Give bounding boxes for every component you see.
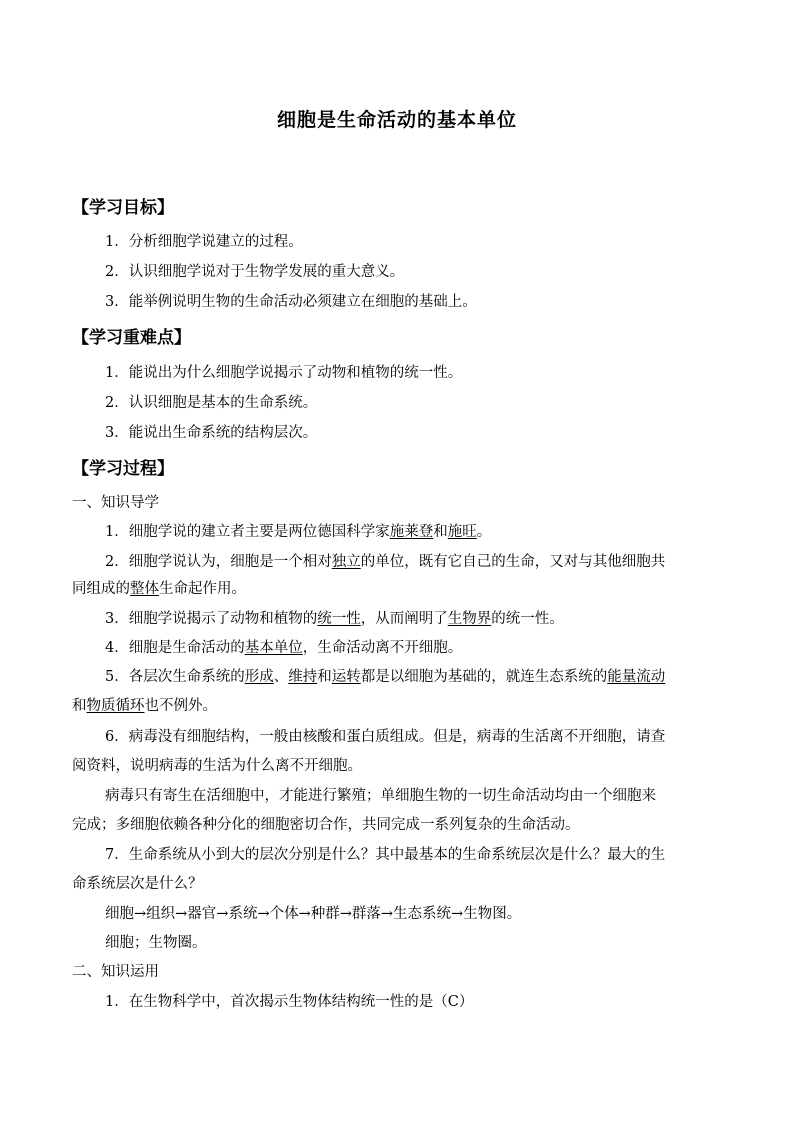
question-4: 4．细胞是生命活动的基本单位，生命活动离不开细胞。 [105,640,463,656]
question-3: 3．细胞学说揭示了动物和植物的统一性，从而阐明了生物界的统一性。 [105,611,564,627]
question-6-line-2: 阅资料，说明病毒的生活为什么离不开细胞。 [72,758,362,774]
section-knowledge-guide: 一、知识导学 [72,495,159,511]
answer-blank: 生物界 [447,611,492,627]
question-5-line-1: 5．各层次生命系统的形成、维持和运转都是以细胞为基础的，就连生态系统的能量流动 [105,669,666,685]
question-6-line-1: 6．病毒没有细胞结构，一般由核酸和蛋白质组成。但是，病毒的生活离不开细胞，请查 [105,729,666,745]
keypoint-item: 3．能说出生命系统的结构层次。 [105,425,318,441]
answer-blank: 独立 [331,554,361,570]
answer-blank: 物质循环 [86,698,145,714]
answer-blank: 维持 [288,669,318,685]
answer-blank: 施莱登 [389,524,434,540]
answer-blank: 统一性 [317,611,361,627]
answer-blank: 形成 [244,669,274,685]
question-1: 1．细胞学说的建立者主要是两位德国科学家施莱登和施旺。 [105,524,492,540]
question-5-line-2: 和物质循环也不例外。 [72,698,217,714]
section-knowledge-application: 二、知识运用 [72,964,159,980]
process-heading: 【学习过程】 [72,459,174,479]
application-question-1: 1．在生物科学中，首次揭示生物体结构统一性的是（C） [105,994,474,1010]
page-title: 细胞是生命活动的基本单位 [276,109,517,131]
goal-item: 3．能举例说明生物的生命活动必须建立在细胞的基础上。 [105,294,477,310]
question-2-line-1: 2．细胞学说认为，细胞是一个相对独立的单位，既有它自己的生命，又对与其他细胞共 [105,554,666,570]
goal-item: 2．认识细胞学说对于生物学发展的重大意义。 [105,264,405,280]
goal-item: 1．分析细胞学说建立的过程。 [105,234,303,250]
keypoint-item: 1．能说出为什么细胞学说揭示了动物和植物的统一性。 [105,365,463,381]
question-6-answer-1: 病毒只有寄生在活细胞中，才能进行繁殖；单细胞生物的一切生命活动均由一个细胞来 [105,788,656,804]
keypoints-heading: 【学习重难点】 [72,328,191,348]
question-6-answer-2: 完成；多细胞依赖各种分化的细胞密切合作，共同完成一系列复杂的生命活动。 [72,817,580,833]
answer-blank: 施旺 [447,524,477,540]
answer-blank: 运转 [331,669,361,685]
answer-blank: 整体 [130,581,159,597]
question-7-answer-2: 细胞；生物圈。 [105,935,207,951]
question-7-line-2: 命系统层次是什么？ [72,876,203,892]
question-7-answer-1: 细胞→组织→器官→系统→个体→种群→群落→生态系统→生物图。 [105,906,522,922]
question-7-line-1: 7．生命系统从小到大的层次分别是什么？其中最基本的生命系统层次是什么？最大的生 [105,847,666,863]
answer-blank: 能量流动 [607,669,666,685]
goals-heading: 【学习目标】 [72,198,174,218]
answer-blank: 基本单位 [244,640,303,656]
keypoint-item: 2．认识细胞是基本的生命系统。 [105,395,318,411]
question-2-line-2: 同组成的整体生命起作用。 [72,581,246,597]
